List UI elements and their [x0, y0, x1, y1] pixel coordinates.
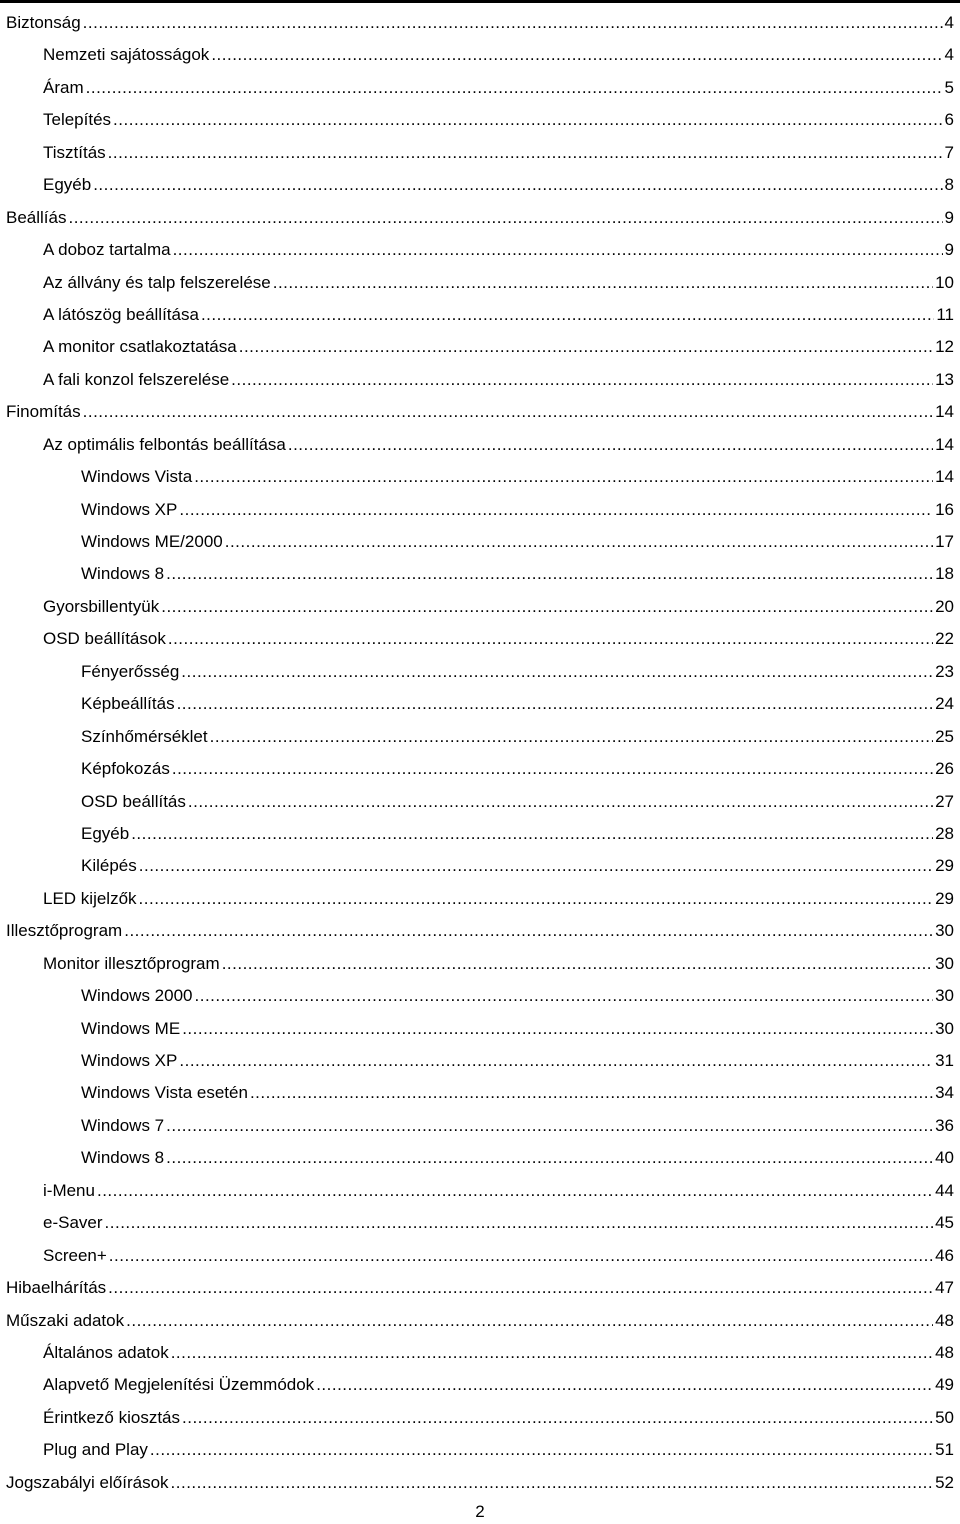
toc-entry-label: Nemzeti sajátosságok — [43, 45, 210, 65]
toc-entry[interactable] — [0, 1175, 954, 1207]
toc-entry-page: 13 — [935, 369, 954, 389]
toc-entry-page: 8 — [944, 175, 954, 195]
toc-dot-leader — [68, 202, 942, 234]
toc-entry-label: e-Saver — [43, 1213, 103, 1233]
toc-entry-label: Windows 7 — [81, 1115, 165, 1135]
toc-dot-leader — [231, 364, 933, 396]
toc-entry-label: Kilépés — [81, 856, 137, 876]
toc-dot-leader — [126, 1305, 933, 1337]
toc-entry-page: 16 — [935, 499, 954, 519]
toc-dot-leader — [97, 1175, 933, 1207]
toc-entry-label: Monitor illesztőprogram — [43, 953, 220, 973]
toc-entry-page: 31 — [935, 1051, 954, 1070]
toc-entry-page: 36 — [935, 1115, 954, 1135]
toc-dot-leader — [222, 948, 933, 980]
toc-entry-label: Windows 2000 — [81, 986, 193, 1006]
toc-entry-page: 26 — [935, 759, 954, 779]
toc-entry-page: 20 — [935, 596, 954, 616]
toc-entry-page: 25 — [935, 726, 954, 746]
toc-entry[interactable] — [0, 915, 954, 947]
toc-entry-page: 51 — [935, 1440, 954, 1460]
toc-entry[interactable] — [0, 234, 954, 266]
toc-entry-label: Általános adatok — [43, 1342, 169, 1362]
toc-entry[interactable] — [0, 753, 954, 785]
toc-entry[interactable] — [0, 137, 954, 169]
toc-dot-leader — [124, 915, 933, 947]
toc-entry-label: Screen+ — [43, 1245, 107, 1265]
toc-entry[interactable] — [0, 1369, 954, 1401]
toc-dot-leader — [93, 169, 942, 201]
toc-dot-leader — [166, 1110, 933, 1142]
toc-dot-leader — [188, 786, 933, 818]
toc-entry[interactable] — [0, 331, 954, 363]
toc-dot-leader — [171, 1337, 933, 1369]
toc-dot-leader — [166, 558, 933, 590]
toc-entry-page: 30 — [935, 953, 954, 973]
toc-entry-page: 7 — [944, 142, 954, 162]
toc-entry-page: 4 — [944, 13, 954, 32]
toc-entry-label: Egyéb — [43, 175, 92, 195]
toc-dot-leader — [181, 656, 933, 688]
toc-entry-label: Érintkező kiosztás — [43, 1407, 180, 1427]
toc-dot-leader — [108, 137, 943, 169]
toc-dot-leader — [131, 818, 933, 850]
toc-entry[interactable] — [0, 7, 954, 39]
toc-entry-page: 4 — [944, 45, 954, 65]
toc-entry-page: 30 — [935, 921, 954, 941]
toc-dot-leader — [182, 1013, 933, 1045]
toc-dot-leader — [182, 1402, 933, 1434]
toc-entry-page: 30 — [935, 986, 954, 1006]
toc-dot-leader — [211, 39, 942, 71]
toc-entry[interactable] — [0, 948, 954, 980]
toc-entry[interactable] — [0, 461, 954, 493]
toc-entry-label: A doboz tartalma — [43, 240, 171, 260]
toc-entry[interactable] — [0, 202, 954, 234]
toc-entry[interactable] — [0, 1305, 954, 1337]
toc-dot-leader — [166, 1142, 933, 1174]
toc-entry[interactable] — [0, 169, 954, 201]
toc-entry[interactable] — [0, 883, 954, 915]
toc-entry[interactable] — [0, 786, 954, 818]
toc-entry-page: 48 — [935, 1310, 954, 1330]
toc-dot-leader — [179, 1045, 933, 1077]
toc-dot-leader — [239, 331, 933, 363]
toc-entry[interactable] — [0, 1402, 954, 1434]
toc-entry-page: 6 — [944, 110, 954, 130]
toc-entry-page: 24 — [935, 694, 954, 714]
toc-entry[interactable] — [0, 850, 954, 882]
toc-entry[interactable] — [0, 1434, 954, 1466]
toc-dot-leader — [194, 461, 933, 493]
toc-entry-page: 30 — [935, 1018, 954, 1038]
toc-dot-leader — [139, 850, 933, 882]
toc-dot-leader — [316, 1369, 933, 1401]
toc-dot-leader — [177, 688, 934, 720]
toc-dot-leader — [105, 1207, 934, 1239]
toc-entry-label: Képfokozás — [81, 759, 170, 779]
toc-entry[interactable] — [0, 39, 954, 71]
toc-entry-label: LED kijelzők — [43, 888, 137, 908]
toc-entry-page: 5 — [944, 77, 954, 97]
toc-entry-label: Képbeállítás — [81, 694, 175, 714]
toc-dot-leader — [113, 104, 942, 136]
toc-entry-page: 9 — [944, 240, 954, 260]
page-number: 2 — [475, 1502, 485, 1521]
toc-entry-label: Hibaelhárítás — [6, 1278, 107, 1298]
toc-dot-leader — [109, 1240, 933, 1272]
toc-entry-label: Windows Vista esetén — [81, 1083, 248, 1103]
toc-entry-label: Windows ME — [81, 1018, 181, 1038]
toc-entry-label: Telepítés — [43, 110, 112, 130]
toc-entry-page: 47 — [935, 1278, 954, 1298]
toc-entry-label: Gyorsbillentyük — [43, 596, 160, 616]
toc-entry[interactable] — [0, 267, 954, 299]
toc-entry[interactable] — [0, 721, 954, 753]
toc-entry[interactable] — [0, 591, 954, 623]
toc-entry[interactable] — [0, 656, 954, 688]
toc-entry[interactable] — [0, 1142, 954, 1174]
toc-dot-leader — [195, 980, 934, 1012]
toc-entry-page: 28 — [935, 823, 954, 843]
toc-dot-leader — [225, 526, 933, 558]
toc-entry-label: Windows ME/2000 — [81, 532, 223, 551]
toc-entry-label: Színhőmérséklet — [81, 726, 208, 746]
toc-entry-label: i-Menu — [43, 1180, 95, 1200]
toc-entry[interactable] — [0, 558, 954, 590]
toc-entry-label: OSD beállítások — [43, 629, 166, 649]
toc-entry[interactable] — [0, 980, 954, 1012]
toc-dot-leader — [210, 721, 933, 753]
toc-entry-page: 34 — [935, 1083, 954, 1103]
toc-entry-label: Az optimális felbontás beállítása — [43, 434, 286, 454]
toc-entry[interactable] — [0, 104, 954, 136]
toc-entry-label: Műszaki adatok — [6, 1310, 125, 1330]
toc-entry[interactable] — [0, 1045, 954, 1077]
toc-entry-label: A fali konzol felszerelése — [43, 369, 230, 389]
toc-entry-label: Windows XP — [81, 1051, 178, 1070]
toc-entry-label: A látószög beállítása — [43, 304, 199, 324]
toc-dot-leader — [288, 429, 933, 461]
toc-entry[interactable] — [0, 1207, 954, 1239]
toc-entry[interactable] — [0, 623, 954, 655]
toc-dot-leader — [150, 1434, 933, 1466]
toc-entry[interactable] — [0, 526, 954, 558]
toc-dot-leader — [171, 1467, 934, 1499]
toc-entry-label: Windows XP — [81, 499, 178, 519]
toc-entry[interactable] — [0, 1240, 954, 1272]
toc-entry-page: 22 — [935, 629, 954, 649]
toc-entry-page: 29 — [935, 888, 954, 908]
toc-entry-page: 9 — [944, 207, 954, 227]
toc-dot-leader — [179, 494, 933, 526]
toc-entry-label: OSD beállítás — [81, 791, 186, 811]
toc-entry-label: Illesztőprogram — [6, 921, 123, 941]
toc-entry[interactable] — [0, 429, 954, 461]
toc-entry-page: 14 — [935, 402, 954, 422]
toc-entry-page: 12 — [935, 337, 954, 357]
toc-entry-page: 40 — [935, 1148, 954, 1168]
toc-entry-label: Fényerősség — [81, 661, 180, 681]
toc-entry-label: Egyéb — [81, 823, 130, 843]
toc-entry-page: 11 — [936, 304, 954, 324]
toc-entry-label: Windows Vista — [81, 467, 193, 487]
toc-entry-label: Windows 8 — [81, 1148, 165, 1168]
toc-entry-label: Jogszabályi előírások — [6, 1472, 169, 1492]
toc-dot-leader — [250, 1077, 933, 1109]
toc-entry-page: 14 — [935, 467, 954, 487]
toc-dot-leader — [173, 234, 943, 266]
header-rule — [0, 0, 960, 3]
toc-entry-page: 17 — [935, 532, 954, 551]
toc-dot-leader — [168, 623, 933, 655]
toc-entry[interactable] — [0, 1337, 954, 1369]
toc-entry-page: 27 — [935, 791, 954, 811]
toc-entry-page: 46 — [935, 1245, 954, 1265]
toc-dot-leader — [108, 1272, 933, 1304]
toc-entry[interactable] — [0, 1110, 954, 1142]
toc-entry-label: Beállíás — [6, 207, 67, 227]
toc-entry-page: 23 — [935, 661, 954, 681]
toc-entry-label: Alapvető Megjelenítési Üzemmódok — [43, 1375, 315, 1395]
toc-entry-label: Az állvány és talp felszerelése — [43, 272, 271, 292]
toc-entry[interactable] — [0, 1272, 954, 1304]
toc-dot-leader — [83, 7, 943, 39]
toc-entry[interactable] — [0, 494, 954, 526]
toc-entry-page: 10 — [935, 272, 954, 292]
toc-entry-page: 50 — [935, 1407, 954, 1427]
toc-dot-leader — [172, 753, 933, 785]
toc-entry[interactable] — [0, 688, 954, 720]
toc-entry-page: 14 — [935, 434, 954, 454]
toc-entry-label: A monitor csatlakoztatása — [43, 337, 237, 357]
toc-entry-page: 52 — [935, 1472, 954, 1492]
toc-entry[interactable] — [0, 1467, 954, 1499]
toc-entry[interactable] — [0, 1013, 954, 1045]
toc-entry[interactable] — [0, 396, 954, 428]
toc-dot-leader — [161, 591, 933, 623]
toc-dot-leader — [139, 883, 934, 915]
toc-entry-label: Biztonság — [6, 13, 81, 32]
toc-entry-page: 45 — [935, 1213, 954, 1233]
toc-dot-leader — [83, 396, 933, 428]
toc-entry-label: Finomítás — [6, 402, 81, 422]
toc-entry-label: Áram — [43, 77, 84, 97]
toc-dot-leader — [86, 72, 943, 104]
toc-entry[interactable] — [0, 72, 954, 104]
toc-entry-page: 18 — [935, 564, 954, 584]
toc-entry-page: 49 — [935, 1375, 954, 1395]
toc-dot-leader — [273, 267, 933, 299]
toc-dot-leader — [201, 299, 934, 331]
toc-entry-label: Tisztítás — [43, 142, 106, 162]
toc-entry[interactable] — [0, 299, 954, 331]
toc-entry-page: 29 — [935, 856, 954, 876]
toc-entry[interactable] — [0, 818, 954, 850]
toc-entry[interactable] — [0, 364, 954, 396]
toc-entry-label: Plug and Play — [43, 1440, 148, 1460]
toc-entry[interactable] — [0, 1077, 954, 1109]
table-of-contents — [0, 7, 954, 1499]
toc-entry-page: 48 — [935, 1342, 954, 1362]
toc-entry-page: 44 — [935, 1180, 954, 1200]
toc-entry-label: Windows 8 — [81, 564, 165, 584]
